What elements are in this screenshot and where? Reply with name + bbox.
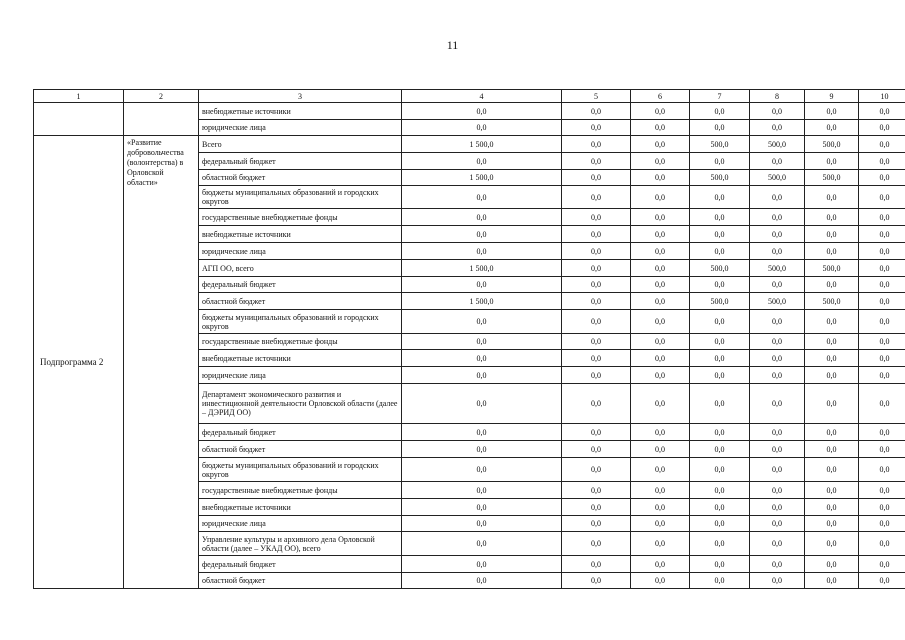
value-cell: 0,0: [562, 532, 631, 556]
funding-source-label: бюджеты муниципальных образований и городских округов: [199, 310, 402, 334]
header-row: [34, 90, 905, 103]
value-cell: 0,0: [631, 243, 690, 260]
value-cell: 0,0: [750, 516, 805, 532]
value-cell: 0,0: [690, 516, 750, 532]
value-cell: 0,0: [402, 482, 562, 499]
value-cell: 0,0: [859, 120, 905, 136]
value-cell: 0,0: [631, 310, 690, 334]
funding-source-label: АГП ОО, всего: [199, 260, 402, 277]
value-cell: 0,0: [859, 103, 905, 120]
value-cell: 0,0: [562, 209, 631, 226]
value-cell: 0,0: [402, 532, 562, 556]
value-cell: 0,0: [690, 499, 750, 516]
value-cell: 0,0: [562, 277, 631, 293]
value-cell: 0,0: [631, 458, 690, 482]
value-cell: 0,0: [402, 186, 562, 209]
value-cell: 0,0: [690, 243, 750, 260]
value-cell: 0,0: [750, 120, 805, 136]
value-cell: 0,0: [562, 260, 631, 277]
value-cell: 0,0: [562, 243, 631, 260]
value-cell: 0,0: [562, 367, 631, 384]
column-header: 10: [859, 90, 905, 103]
value-cell: 0,0: [690, 334, 750, 350]
value-cell: 0,0: [402, 458, 562, 482]
funding-source-label: областной бюджет: [199, 441, 402, 458]
value-cell: 0,0: [859, 277, 905, 293]
value-cell: 0,0: [805, 334, 859, 350]
funding-source-label: внебюджетные источники: [199, 226, 402, 243]
value-cell: 500,0: [805, 136, 859, 153]
value-cell: 0,0: [805, 516, 859, 532]
value-cell: 0,0: [750, 103, 805, 120]
value-cell: 0,0: [562, 482, 631, 499]
value-cell: 0,0: [562, 170, 631, 186]
value-cell: 0,0: [631, 103, 690, 120]
value-cell: 0,0: [631, 482, 690, 499]
value-cell: 0,0: [859, 482, 905, 499]
value-cell: 0,0: [631, 556, 690, 573]
value-cell: 0,0: [690, 532, 750, 556]
value-cell: 0,0: [562, 226, 631, 243]
value-cell: 0,0: [690, 226, 750, 243]
value-cell: 0,0: [631, 136, 690, 153]
value-cell: 0,0: [690, 424, 750, 441]
column-header: 6: [631, 90, 690, 103]
value-cell: 0,0: [402, 103, 562, 120]
value-cell: 0,0: [750, 458, 805, 482]
funding-source-label: внебюджетные источники: [199, 499, 402, 516]
column-header: 3: [199, 90, 402, 103]
value-cell: 0,0: [562, 293, 631, 310]
value-cell: 0,0: [402, 209, 562, 226]
funding-source-label: внебюджетные источники: [199, 350, 402, 367]
column-header: 1: [34, 90, 124, 103]
column-header: 5: [562, 90, 631, 103]
value-cell: 0,0: [805, 277, 859, 293]
value-cell: 0,0: [562, 384, 631, 424]
value-cell: 0,0: [859, 424, 905, 441]
value-cell: 0,0: [750, 441, 805, 458]
value-cell: 0,0: [750, 209, 805, 226]
value-cell: 0,0: [805, 499, 859, 516]
table-row: [34, 103, 905, 120]
value-cell: 0,0: [631, 260, 690, 277]
value-cell: 0,0: [805, 209, 859, 226]
column-header: 9: [805, 90, 859, 103]
value-cell: 0,0: [562, 186, 631, 209]
value-cell: 500,0: [750, 136, 805, 153]
value-cell: 0,0: [402, 573, 562, 589]
value-cell: 0,0: [805, 482, 859, 499]
value-cell: 0,0: [562, 458, 631, 482]
column-header: 4: [402, 90, 562, 103]
value-cell: 1 500,0: [402, 260, 562, 277]
value-cell: 0,0: [805, 556, 859, 573]
value-cell: 0,0: [690, 350, 750, 367]
value-cell: 0,0: [750, 350, 805, 367]
funding-source-label: федеральный бюджет: [199, 153, 402, 170]
value-cell: 0,0: [631, 441, 690, 458]
value-cell: 0,0: [859, 516, 905, 532]
value-cell: 0,0: [690, 458, 750, 482]
value-cell: 0,0: [631, 120, 690, 136]
value-cell: 0,0: [750, 186, 805, 209]
value-cell: 0,0: [690, 153, 750, 170]
value-cell: 0,0: [631, 573, 690, 589]
value-cell: 0,0: [402, 384, 562, 424]
column-header: 8: [750, 90, 805, 103]
value-cell: 0,0: [750, 226, 805, 243]
value-cell: 0,0: [750, 277, 805, 293]
value-cell: 0,0: [562, 136, 631, 153]
value-cell: 1 500,0: [402, 293, 562, 310]
value-cell: 0,0: [690, 310, 750, 334]
value-cell: 0,0: [562, 499, 631, 516]
value-cell: 500,0: [805, 260, 859, 277]
empty-cell: [34, 103, 124, 136]
empty-cell: [124, 103, 199, 136]
value-cell: 0,0: [750, 532, 805, 556]
value-cell: 500,0: [690, 170, 750, 186]
value-cell: 0,0: [402, 441, 562, 458]
value-cell: 0,0: [805, 424, 859, 441]
value-cell: 0,0: [805, 350, 859, 367]
value-cell: 0,0: [805, 243, 859, 260]
value-cell: 0,0: [859, 136, 905, 153]
funding-source-label: государственные внебюджетные фонды: [199, 209, 402, 226]
value-cell: 0,0: [805, 226, 859, 243]
value-cell: 0,0: [631, 170, 690, 186]
funding-source-label: Всего: [199, 136, 402, 153]
value-cell: 0,0: [402, 499, 562, 516]
value-cell: 0,0: [859, 367, 905, 384]
value-cell: 0,0: [750, 243, 805, 260]
value-cell: 0,0: [859, 532, 905, 556]
funding-source-label: областной бюджет: [199, 170, 402, 186]
value-cell: 0,0: [562, 516, 631, 532]
funding-source-label: областной бюджет: [199, 573, 402, 589]
value-cell: 0,0: [690, 277, 750, 293]
subprogram-title: «Развитие добровольчества (волонтерства) в Орловской области»: [124, 136, 199, 589]
value-cell: 0,0: [805, 310, 859, 334]
funding-source-label: внебюджетные источники: [199, 103, 402, 120]
value-cell: 0,0: [631, 499, 690, 516]
value-cell: 0,0: [402, 277, 562, 293]
value-cell: 0,0: [690, 573, 750, 589]
value-cell: 0,0: [750, 424, 805, 441]
value-cell: 0,0: [805, 532, 859, 556]
program-label: Подпрограмма 2: [34, 136, 124, 589]
funding-source-label: юридические лица: [199, 120, 402, 136]
value-cell: 0,0: [805, 573, 859, 589]
value-cell: 0,0: [805, 153, 859, 170]
value-cell: 0,0: [402, 153, 562, 170]
value-cell: 0,0: [690, 186, 750, 209]
value-cell: 0,0: [562, 310, 631, 334]
value-cell: 500,0: [805, 170, 859, 186]
value-cell: 500,0: [805, 293, 859, 310]
value-cell: 0,0: [805, 367, 859, 384]
page-number: 11: [446, 38, 459, 52]
value-cell: 0,0: [402, 120, 562, 136]
value-cell: 0,0: [562, 103, 631, 120]
value-cell: 0,0: [690, 120, 750, 136]
value-cell: 0,0: [859, 334, 905, 350]
value-cell: 0,0: [562, 334, 631, 350]
value-cell: 0,0: [631, 350, 690, 367]
value-cell: 0,0: [562, 153, 631, 170]
funding-source-label: государственные внебюджетные фонды: [199, 482, 402, 499]
value-cell: 0,0: [859, 293, 905, 310]
value-cell: 0,0: [562, 350, 631, 367]
value-cell: 0,0: [690, 367, 750, 384]
value-cell: 0,0: [859, 384, 905, 424]
value-cell: 0,0: [631, 226, 690, 243]
value-cell: 0,0: [859, 441, 905, 458]
value-cell: 500,0: [750, 170, 805, 186]
value-cell: 0,0: [750, 153, 805, 170]
value-cell: 0,0: [750, 573, 805, 589]
value-cell: 0,0: [859, 226, 905, 243]
funding-source-label: областной бюджет: [199, 293, 402, 310]
value-cell: 0,0: [805, 103, 859, 120]
value-cell: 0,0: [562, 441, 631, 458]
funding-source-label: федеральный бюджет: [199, 277, 402, 293]
budget-table: [33, 89, 905, 589]
funding-source-label: Департамент экономического развития и инвестиционной деятельности Орловской области (далее – ДЭРИД ОО): [199, 384, 402, 424]
value-cell: 0,0: [631, 516, 690, 532]
value-cell: 0,0: [631, 334, 690, 350]
value-cell: 0,0: [750, 556, 805, 573]
value-cell: 0,0: [631, 367, 690, 384]
value-cell: 0,0: [859, 260, 905, 277]
value-cell: 0,0: [690, 103, 750, 120]
value-cell: 0,0: [690, 209, 750, 226]
value-cell: 0,0: [402, 243, 562, 260]
value-cell: 0,0: [750, 310, 805, 334]
value-cell: 0,0: [402, 424, 562, 441]
value-cell: 500,0: [690, 136, 750, 153]
column-header: 2: [124, 90, 199, 103]
value-cell: 0,0: [750, 367, 805, 384]
column-header: 7: [690, 90, 750, 103]
value-cell: 0,0: [859, 350, 905, 367]
value-cell: 500,0: [750, 293, 805, 310]
value-cell: 0,0: [631, 153, 690, 170]
value-cell: 500,0: [690, 260, 750, 277]
value-cell: 0,0: [631, 277, 690, 293]
value-cell: 0,0: [805, 120, 859, 136]
value-cell: 0,0: [562, 573, 631, 589]
value-cell: 0,0: [402, 334, 562, 350]
value-cell: 0,0: [859, 573, 905, 589]
value-cell: 0,0: [562, 556, 631, 573]
value-cell: 0,0: [859, 556, 905, 573]
value-cell: 0,0: [859, 310, 905, 334]
value-cell: 0,0: [402, 556, 562, 573]
value-cell: 500,0: [750, 260, 805, 277]
value-cell: 0,0: [631, 293, 690, 310]
value-cell: 0,0: [562, 120, 631, 136]
funding-source-label: юридические лица: [199, 367, 402, 384]
value-cell: 0,0: [690, 482, 750, 499]
value-cell: 0,0: [631, 424, 690, 441]
value-cell: 0,0: [690, 384, 750, 424]
funding-source-label: юридические лица: [199, 516, 402, 532]
value-cell: 500,0: [690, 293, 750, 310]
funding-source-label: Управление культуры и архивного дела Орловской области (далее – УКАД ОО), всего: [199, 532, 402, 556]
value-cell: 0,0: [859, 153, 905, 170]
value-cell: 0,0: [690, 441, 750, 458]
funding-source-label: бюджеты муниципальных образований и городских округов: [199, 186, 402, 209]
value-cell: 0,0: [859, 170, 905, 186]
value-cell: 0,0: [859, 243, 905, 260]
value-cell: 0,0: [859, 458, 905, 482]
funding-source-label: государственные внебюджетные фонды: [199, 334, 402, 350]
value-cell: 0,0: [402, 226, 562, 243]
value-cell: 0,0: [631, 532, 690, 556]
value-cell: 0,0: [859, 186, 905, 209]
value-cell: 0,0: [805, 384, 859, 424]
table-row: [34, 136, 905, 153]
value-cell: 1 500,0: [402, 136, 562, 153]
value-cell: 0,0: [631, 186, 690, 209]
value-cell: 0,0: [805, 441, 859, 458]
value-cell: 0,0: [750, 384, 805, 424]
value-cell: 0,0: [859, 209, 905, 226]
value-cell: 0,0: [402, 516, 562, 532]
funding-source-label: бюджеты муниципальных образований и городских округов: [199, 458, 402, 482]
value-cell: 0,0: [805, 458, 859, 482]
value-cell: 0,0: [750, 482, 805, 499]
value-cell: 0,0: [562, 424, 631, 441]
funding-source-label: юридические лица: [199, 243, 402, 260]
funding-source-label: федеральный бюджет: [199, 556, 402, 573]
value-cell: 0,0: [631, 209, 690, 226]
value-cell: 0,0: [750, 334, 805, 350]
value-cell: 0,0: [805, 186, 859, 209]
value-cell: 1 500,0: [402, 170, 562, 186]
value-cell: 0,0: [631, 384, 690, 424]
value-cell: 0,0: [750, 499, 805, 516]
value-cell: 0,0: [402, 310, 562, 334]
value-cell: 0,0: [402, 367, 562, 384]
funding-source-label: федеральный бюджет: [199, 424, 402, 441]
value-cell: 0,0: [690, 556, 750, 573]
value-cell: 0,0: [402, 350, 562, 367]
value-cell: 0,0: [859, 499, 905, 516]
